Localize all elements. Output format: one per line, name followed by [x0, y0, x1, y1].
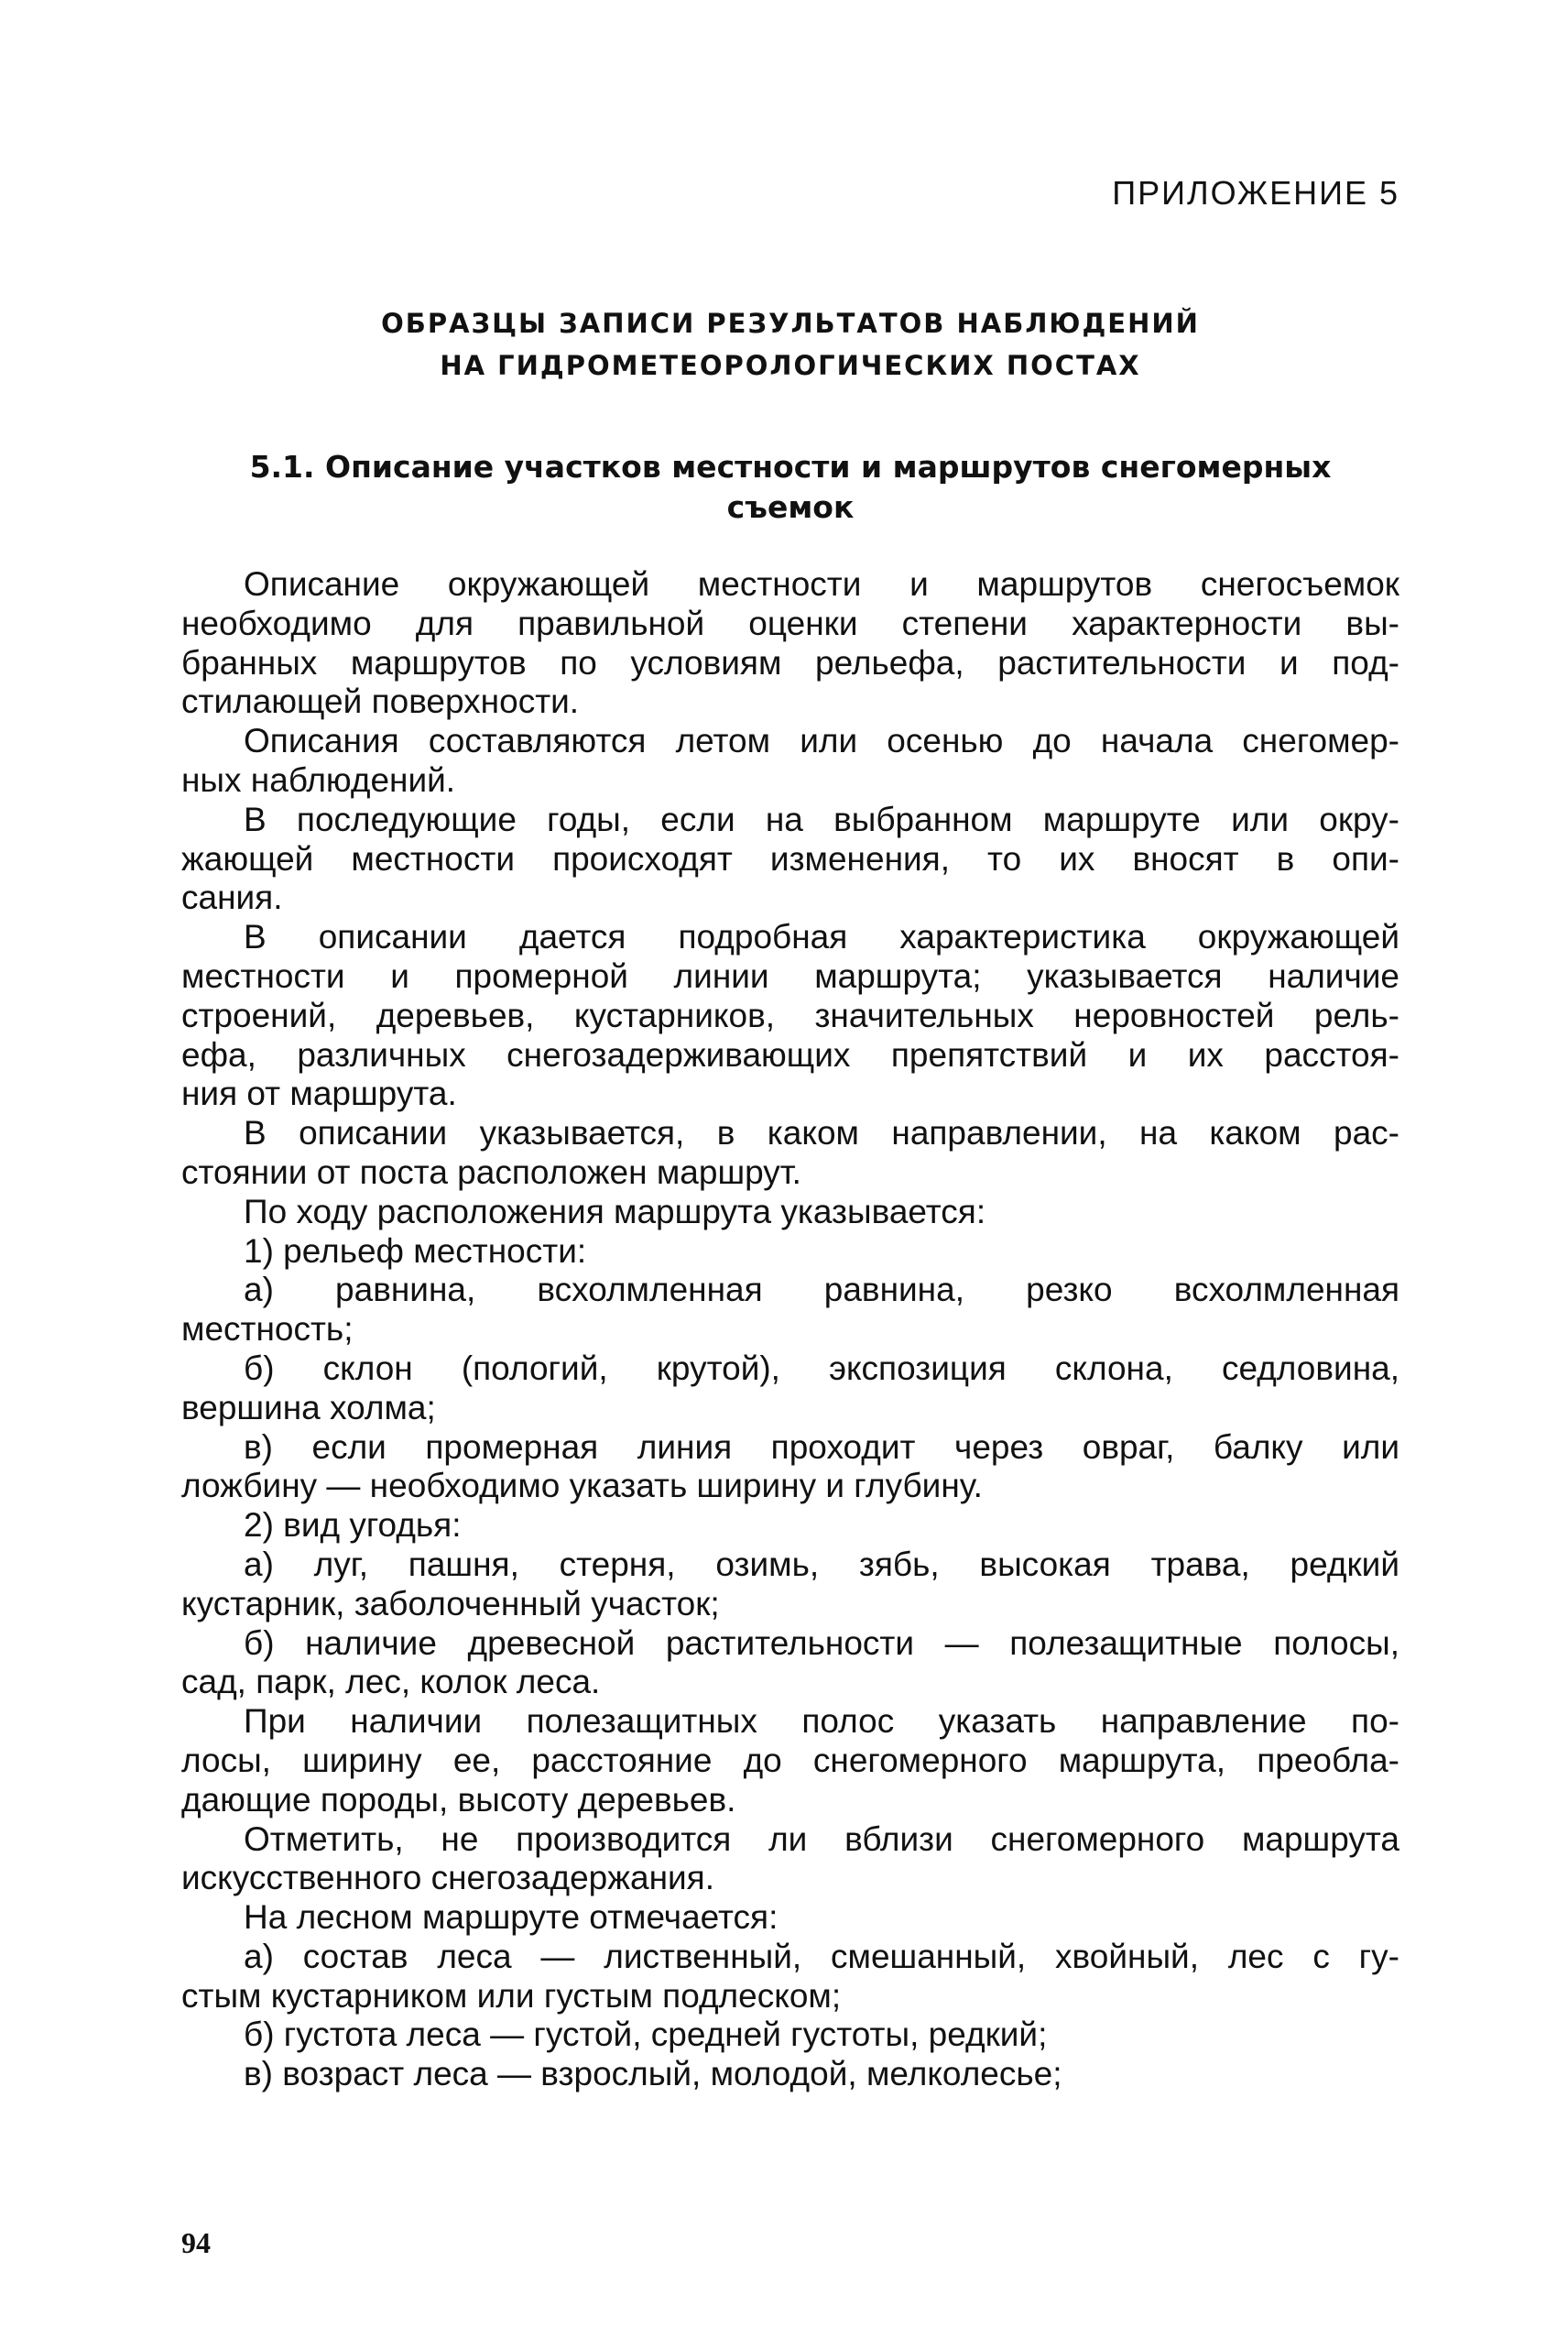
text-line: искусственного снегозадержания. [181, 1859, 714, 1897]
text-line: ния от маршрута. [181, 1075, 457, 1113]
body-text [181, 565, 1399, 2094]
text-line: В описании указывается, в каком направлении, на каком рас- [244, 1114, 1399, 1153]
text-line: жающей местности происходят изменения, то их вносят в опи- [181, 839, 1399, 878]
section-heading [181, 447, 1399, 528]
text-line: в) если промерная линия проходит через овраг, балку или [244, 1427, 1399, 1466]
document-title-line-1: ОБРАЗЦЫ ЗАПИСИ РЕЗУЛЬТАТОВ НАБЛЮДЕНИЙ [381, 308, 1200, 339]
text-line: стоянии от поста расположен маршрут. [181, 1153, 801, 1191]
text-line: По ходу расположения маршрута указывается: [244, 1192, 986, 1230]
text-line: б) густота леса — густой, средней густоты, редкий; [244, 2016, 1048, 2054]
text-line: ложбину — необходимо указать ширину и глубину. [181, 1467, 983, 1505]
text-line: На лесном маршруте отмечается: [244, 1898, 779, 1937]
text-line: необходимо для правильной оценки степени характерности вы- [181, 604, 1399, 642]
text-line: вершина холма; [181, 1388, 436, 1426]
text-line: дающие породы, высоту деревьев. [181, 1780, 736, 1819]
text-line: стилающей поверхности. [181, 683, 580, 721]
text-line: Описание окружающей местности и маршрутов снегосъемок [244, 565, 1399, 603]
document-title [181, 302, 1399, 387]
text-line: в) возраст леса — взрослый, молодой, мелколесье; [244, 2055, 1062, 2093]
section-heading-line-1: 5.1. Описание участков местности и маршрутов снегомерных [249, 449, 1332, 485]
document-title-line-2: НА ГИДРОМЕТЕОРОЛОГИЧЕСКИХ ПОСТАХ [440, 350, 1141, 381]
page-number: 94 [181, 2226, 211, 2259]
text-line: Отметить, не производится ли вблизи снегомерного маршрута [244, 1819, 1399, 1858]
text-line: строений, деревьев, кустарников, значительных неровностей рель- [181, 996, 1399, 1034]
text-line: стым кустарником или густым подлеском; [181, 1976, 842, 2015]
text-line: В описании дается подробная характеристика окружающей [244, 918, 1399, 956]
text-line: ефа, различных снегозадерживающих препятствий и их расстоя- [181, 1035, 1399, 1074]
text-line: б) наличие древесной растительности — полезащитные полосы, [244, 1623, 1399, 1662]
text-line: а) луг, пашня, стерня, озимь, зябь, высокая трава, редкий [244, 1545, 1399, 1583]
text-line: бранных маршрутов по условиям рельефа, растительности и под- [181, 643, 1399, 682]
text-line: 2) вид угодья: [244, 1506, 462, 1545]
section-heading-line-2: съемок [726, 489, 855, 525]
text-line: сад, парк, лес, колок леса. [181, 1663, 601, 1701]
text-line: Описания составляются летом или осенью до начала снегомер- [244, 722, 1399, 760]
document-page [181, 0, 1399, 2327]
text-line: сания. [181, 879, 283, 917]
text-line: б) склон (пологий, крутой), экспозиция склона, седловина, [244, 1349, 1399, 1387]
text-line: ных наблюдений. [181, 760, 456, 799]
text-line: кустарник, заболоченный участок; [181, 1584, 720, 1622]
text-line: местности и промерной линии маршрута; указывается наличие [181, 956, 1399, 995]
text-line: 1) рельеф местности: [244, 1231, 587, 1270]
text-line: а) равнина, всхолмленная равнина, резко всхолмленная [244, 1271, 1399, 1309]
appendix-label: ПРИЛОЖЕНИЕ 5 [1112, 174, 1399, 212]
text-line: лосы, ширину ее, расстояние до снегомерного маршрута, преобла- [181, 1741, 1399, 1779]
text-line: местность; [181, 1310, 354, 1349]
text-line: В последующие годы, если на выбранном маршруте или окру- [244, 800, 1399, 838]
text-line: При наличии полезащитных полос указать направление по- [244, 1702, 1399, 1741]
text-line: а) состав леса — лиственный, смешанный, хвойный, лес с гу- [244, 1937, 1399, 1975]
